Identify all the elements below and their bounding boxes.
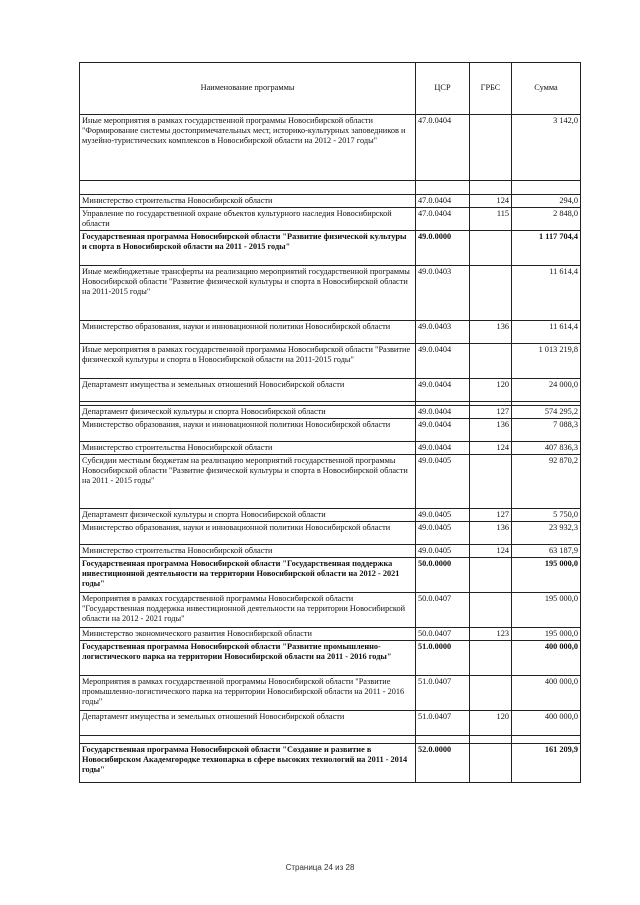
cell-sum: 195 000,0 [512,558,581,593]
cell-grbs: 123 [470,628,512,641]
cell-csr: 49.0.0405 [416,545,470,558]
cell-csr: 51.0.0407 [416,676,470,711]
cell-name: Субсидии местным бюджетам на реализацию мероприятий государственной программы Новосибирской области "Развитие физической культуры и спорта в Новосибирской области на 2011 - 2015 годы" [80,455,416,509]
table-row [80,266,581,321]
cell-csr: 49.0.0404 [416,379,470,402]
table-row [80,442,581,455]
cell-name: Министерство строительства Новосибирской области [80,545,416,558]
cell-csr: 49.0.0404 [416,442,470,455]
cell-sum: 92 870,2 [512,455,581,509]
cell-csr: 50.0.0407 [416,628,470,641]
table-spacer [80,736,581,744]
cell-name: Министерство экономического развития Новосибирской области [80,628,416,641]
budget-table [79,62,581,783]
cell-name: Мероприятия в рамках государственной программы Новосибирской области "Развитие промышленно-логистического парка на территории Новосибирской области на 2011 - 2016 годы" [80,676,416,711]
table-row [80,522,581,545]
cell-grbs [470,558,512,593]
cell-sum: 195 000,0 [512,593,581,628]
cell-grbs: 115 [470,208,512,231]
header-csr: ЦСР [416,63,470,115]
cell-name: Мероприятия в рамках государственной программы Новосибирской области "Государственная поддержка инвестиционной деятельности на территории Новосибирской области на 2012 - 2021 годы" [80,593,416,628]
table-row [80,455,581,509]
cell-sum: 11 614,4 [512,321,581,344]
cell-csr: 49.0.0405 [416,509,470,522]
cell-csr: 49.0.0405 [416,455,470,509]
cell-csr: 49.0.0403 [416,266,470,321]
cell-grbs: 120 [470,379,512,402]
table-body [80,115,581,783]
program-row [80,744,581,783]
spacer-cell [80,181,416,195]
cell-name: Министерство образования, науки и инновационной политики Новосибирской области [80,522,416,545]
cell-grbs [470,744,512,783]
cell-sum: 5 750,0 [512,509,581,522]
cell-sum: 11 614,4 [512,266,581,321]
cell-grbs: 120 [470,711,512,736]
program-row [80,641,581,676]
cell-csr: 51.0.0000 [416,641,470,676]
cell-grbs: 136 [470,522,512,545]
spacer-cell [416,181,470,195]
cell-csr: 47.0.0404 [416,115,470,181]
table-row [80,321,581,344]
spacer-cell [512,181,581,195]
cell-name: Государственная программа Новосибирской области "Государственная поддержка инвестиционной деятельности на территории Новосибирской области на 2012 - 2021 годы" [80,558,416,593]
cell-sum: 24 000,0 [512,379,581,402]
cell-grbs: 124 [470,545,512,558]
table-row [80,593,581,628]
cell-grbs [470,266,512,321]
cell-sum: 574 295,2 [512,406,581,419]
page-number: Страница 24 из 28 [285,863,355,872]
cell-sum: 1 117 704,4 [512,231,581,266]
cell-sum: 1 013 219,8 [512,344,581,379]
cell-csr: 47.0.0404 [416,195,470,208]
cell-csr: 47.0.0404 [416,208,470,231]
table-row [80,208,581,231]
cell-name: Управление по государственной охране объектов культурного наследия Новосибирской области [80,208,416,231]
table-row [80,711,581,736]
cell-grbs [470,231,512,266]
cell-name: Департамент имущества и земельных отношений Новосибирской области [80,379,416,402]
header-sum: Сумма [512,63,581,115]
cell-csr: 49.0.0404 [416,419,470,442]
table-spacer [80,181,581,195]
cell-sum: 195 000,0 [512,628,581,641]
cell-name: Министерство строительства Новосибирской области [80,195,416,208]
cell-csr: 49.0.0000 [416,231,470,266]
cell-name: Департамент имущества и земельных отношений Новосибирской области [80,711,416,736]
cell-grbs [470,115,512,181]
cell-name: Государственная программа Новосибирской области "Развитие промышленно-логистического парка на территории Новосибирской области на 2011 - 2016 годы" [80,641,416,676]
table-row [80,419,581,442]
cell-sum: 400 000,0 [512,711,581,736]
cell-name: Министерство строительства Новосибирской области [80,442,416,455]
cell-sum: 400 000,0 [512,676,581,711]
cell-csr: 49.0.0403 [416,321,470,344]
table-header-row [80,63,581,115]
table-row [80,344,581,379]
header-grbs: ГРБС [470,63,512,115]
cell-sum: 161 209,9 [512,744,581,783]
spacer-cell [470,181,512,195]
spacer-cell [512,736,581,744]
program-row [80,558,581,593]
cell-grbs: 124 [470,195,512,208]
cell-name: Иные мероприятия в рамках государственной программы Новосибирской области "Формирование системы достопримечательных мест, историко-культурных заповедников и музейно-туристических комплексов в Новосибирской области на 2012 - 2017 годы" [80,115,416,181]
cell-csr: 50.0.0407 [416,593,470,628]
cell-sum: 294,0 [512,195,581,208]
table-row [80,509,581,522]
cell-grbs [470,455,512,509]
header-name: Наименование программы [80,63,416,115]
cell-sum: 23 932,3 [512,522,581,545]
cell-csr: 49.0.0404 [416,406,470,419]
cell-grbs: 127 [470,406,512,419]
cell-sum: 63 187,9 [512,545,581,558]
cell-csr: 52.0.0000 [416,744,470,783]
spacer-cell [80,736,416,744]
spacer-cell [470,736,512,744]
program-row [80,231,581,266]
cell-sum: 2 848,0 [512,208,581,231]
cell-name: Департамент физической культуры и спорта Новосибирской области [80,509,416,522]
cell-grbs: 127 [470,509,512,522]
cell-sum: 7 088,3 [512,419,581,442]
cell-csr: 50.0.0000 [416,558,470,593]
cell-grbs [470,593,512,628]
cell-name: Иные межбюджетные трансферты на реализацию мероприятий государственной программы Новосибирской области "Развитие физической культуры и спорта в Новосибирской области на 2011-2015 годы" [80,266,416,321]
cell-name: Государственная программа Новосибирской области "Создание и развитие в Новосибирском Академгородке технопарка в сфере высоких технологий на 2011 - 2014 годы" [80,744,416,783]
cell-grbs: 136 [470,321,512,344]
cell-name: Министерство образования, науки и инновационной политики Новосибирской области [80,321,416,344]
cell-csr: 49.0.0404 [416,344,470,379]
table-row [80,628,581,641]
cell-name: Департамент физической культуры и спорта Новосибирской области [80,406,416,419]
cell-sum: 407 836,3 [512,442,581,455]
cell-grbs: 124 [470,442,512,455]
cell-name: Государственная программа Новосибирской области "Развитие физической культуры и спорта в Новосибирской области на 2011 - 2015 годы" [80,231,416,266]
cell-sum: 3 142,0 [512,115,581,181]
table-row [80,545,581,558]
cell-csr: 49.0.0405 [416,522,470,545]
table-row [80,676,581,711]
cell-grbs [470,344,512,379]
cell-grbs [470,676,512,711]
spacer-cell [416,736,470,744]
cell-csr: 51.0.0407 [416,711,470,736]
cell-name: Министерство образования, науки и инновационной политики Новосибирской области [80,419,416,442]
cell-grbs [470,641,512,676]
cell-sum: 400 000,0 [512,641,581,676]
cell-grbs: 136 [470,419,512,442]
table-row [80,379,581,402]
table-row [80,406,581,419]
cell-name: Иные мероприятия в рамках государственной программы Новосибирской области "Развитие физической культуры и спорта в Новосибирской области на 2011-2015 годы" [80,344,416,379]
table-row [80,195,581,208]
table-row [80,115,581,181]
